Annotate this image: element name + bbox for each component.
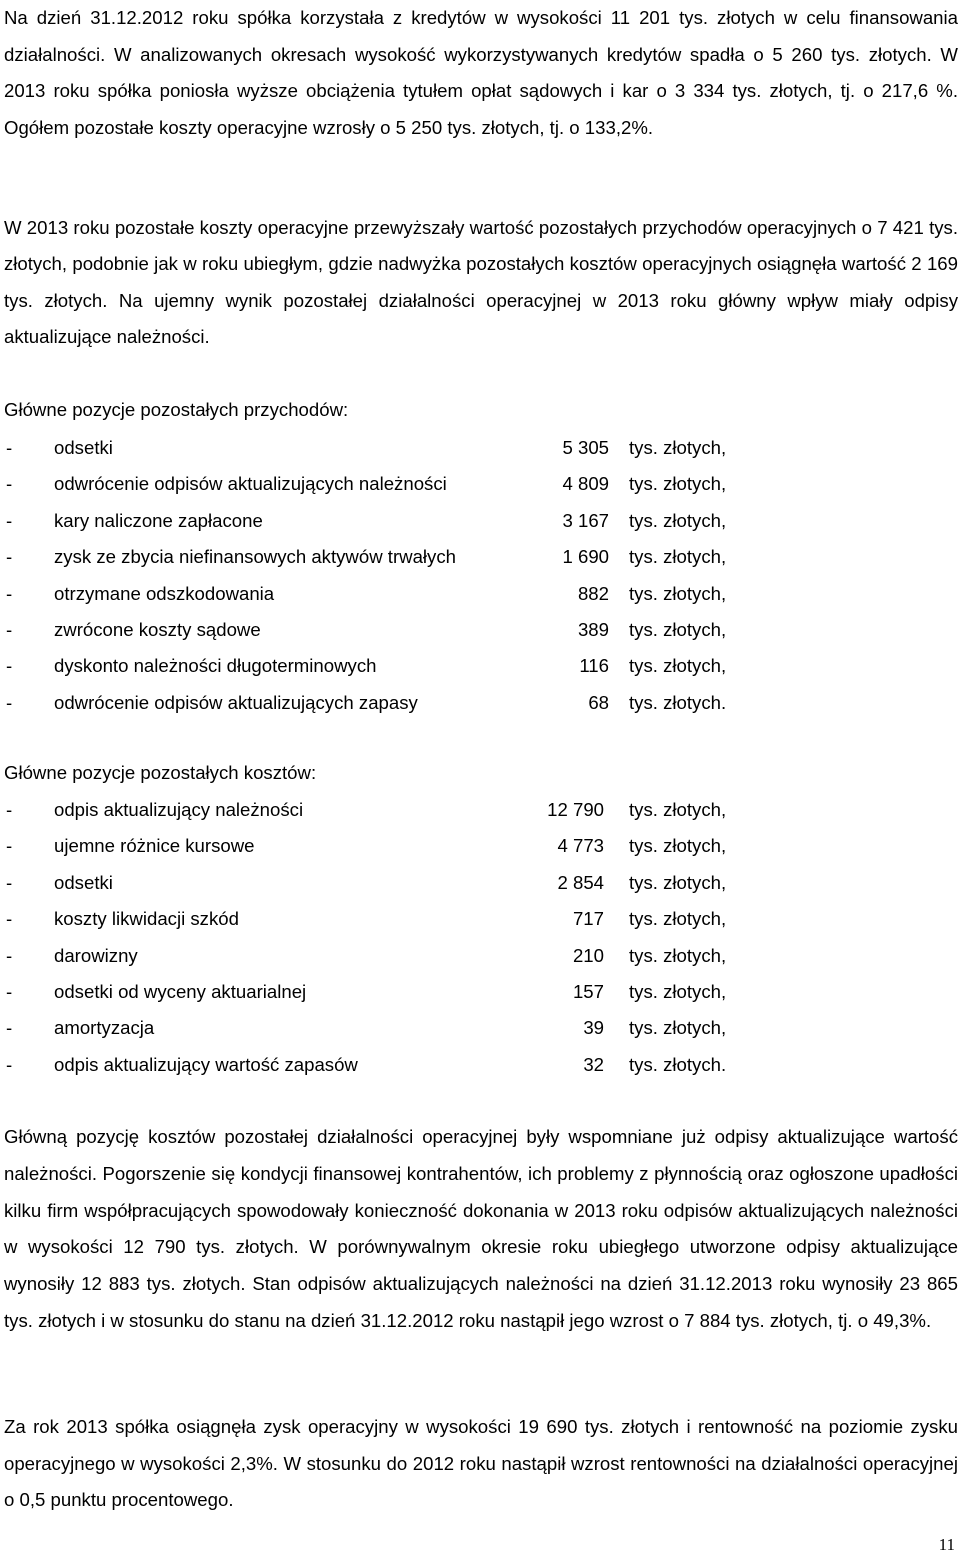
item-value: 68 xyxy=(588,691,609,713)
item-unit: tys. złotych, xyxy=(629,980,727,1002)
item-unit: tys. złotych, xyxy=(629,1017,727,1039)
list-bullet: - xyxy=(6,473,13,495)
item-label: odwrócenie odpisów aktualizujących zapasy xyxy=(54,691,418,713)
item-unit: tys. złotych, xyxy=(629,437,727,458)
item-value: 116 xyxy=(579,655,609,677)
item-unit: tys. złotych, xyxy=(629,799,727,820)
list-item xyxy=(4,938,804,974)
item-value: 3 167 xyxy=(562,509,609,531)
item-unit: tys. złotych. xyxy=(629,691,727,713)
item-label: dyskonto należności długoterminowych xyxy=(54,655,377,677)
item-value: 32 xyxy=(583,1053,604,1075)
list-bullet: - xyxy=(6,437,13,458)
item-label: kary naliczone zapłacone xyxy=(54,509,263,531)
item-value: 882 xyxy=(577,582,609,604)
list-item xyxy=(4,865,804,901)
list-item xyxy=(4,1047,804,1083)
list-item xyxy=(4,430,804,466)
list-item xyxy=(4,648,804,684)
list-bullet: - xyxy=(6,980,13,1002)
list-bullet: - xyxy=(6,799,13,820)
item-unit: tys. złotych, xyxy=(629,944,727,966)
costs-list xyxy=(4,792,804,1083)
item-unit: tys. złotych, xyxy=(629,871,727,893)
item-unit: tys. złotych, xyxy=(629,509,727,531)
item-unit: tys. złotych, xyxy=(629,618,727,640)
item-unit: tys. złotych, xyxy=(629,582,727,604)
list-bullet: - xyxy=(6,944,13,966)
list-item xyxy=(4,539,804,575)
paragraph-credits: Na dzień 31.12.2012 roku spółka korzystała z kredytów w wysokości 11 201 tys. złotych w celu finansowania działalności. W analizowanych okresach wysokość wykorzystywanych kredytów spadła o 5 260 tys. złotych. W 2013 roku spółka poniosła wyższe obciążenia tytułem opłat sądowych i kar o 3 334 tys. złotych, tj. o 217,6 %. Ogółem pozostałe koszty operacyjne wzrosły o 5 250 tys. złotych, tj. o 133,2%. xyxy=(4,7,958,138)
item-label: zwrócone koszty sądowe xyxy=(54,618,261,640)
item-label: odwrócenie odpisów aktualizujących należności xyxy=(54,473,447,495)
list-bullet: - xyxy=(6,835,13,857)
item-value: 2 854 xyxy=(557,871,604,893)
list-bullet: - xyxy=(6,908,13,930)
item-label: otrzymane odszkodowania xyxy=(54,582,275,604)
list-item xyxy=(4,466,804,502)
list-bullet: - xyxy=(6,655,13,677)
item-value: 4 773 xyxy=(557,835,604,857)
list-item xyxy=(4,828,804,864)
list-item xyxy=(4,503,804,539)
list-item xyxy=(4,1010,804,1046)
item-value: 5 305 xyxy=(562,437,609,458)
item-value: 4 809 xyxy=(562,473,609,495)
list-bullet: - xyxy=(6,1017,13,1039)
list-item xyxy=(4,576,804,612)
item-label: odpis aktualizujący należności xyxy=(54,799,304,820)
paragraph-write-downs: Główną pozycję kosztów pozostałej działalności operacyjnej były wspomniane już odpisy aktualizujące wartość należności. Pogorszenie się kondycji finansowej kontrahentów, ich problemy z płynnością oraz ogłoszone upadłości kilku firm współpracujących spowodowały konieczność dokonania w 2013 roku odpisów aktualizujących należności w wysokości 12 790 tys. złotych. W porównywalnym okresie roku ubiegłego utworzone odpisy aktualizujące wynosiły 12 883 tys. złotych. Stan odpisów aktualizujących należności na dzień 31.12.2013 roku wynosiły 23 865 tys. złotych i w stosunku do stanu na dzień 31.12.2012 roku nastąpił jego wzrost o 7 884 tys. złotych, tj. o 49,3%. xyxy=(4,1126,958,1331)
item-label: ujemne różnice kursowe xyxy=(54,835,255,857)
item-value: 157 xyxy=(572,980,604,1002)
item-value: 210 xyxy=(572,944,604,966)
item-unit: tys. złotych, xyxy=(629,546,727,568)
item-label: koszty likwidacji szkód xyxy=(54,908,239,930)
item-value: 1 690 xyxy=(562,546,609,568)
item-label: odsetki od wyceny aktuarialnej xyxy=(54,980,307,1002)
item-unit: tys. złotych, xyxy=(629,473,727,495)
item-unit: tys. złotych, xyxy=(629,835,727,857)
list-bullet: - xyxy=(6,618,13,640)
income-list xyxy=(4,430,804,721)
item-label: darowizny xyxy=(54,944,138,966)
list-item xyxy=(4,901,804,937)
item-unit: tys. złotych, xyxy=(629,908,727,930)
item-value: 389 xyxy=(577,618,609,640)
costs-heading: Główne pozycje pozostałych kosztów: xyxy=(4,762,317,783)
list-bullet: - xyxy=(6,509,13,531)
list-bullet: - xyxy=(6,582,13,604)
paragraph-operating-profit: Za rok 2013 spółka osiągnęła zysk operacyjny w wysokości 19 690 tys. złotych i rentowność na poziomie zysku operacyjnego w wysokości 2,3%. W stosunku do 2012 roku nastąpił wzrost rentowności na działalności operacyjnej o 0,5 punktu procentowego. xyxy=(4,1416,958,1511)
list-bullet: - xyxy=(6,871,13,893)
item-label: odsetki xyxy=(54,871,113,893)
list-item xyxy=(4,685,804,721)
item-value: 12 790 xyxy=(547,799,604,820)
list-item xyxy=(4,974,804,1010)
item-label: odsetki xyxy=(54,437,113,458)
item-value: 717 xyxy=(572,908,604,930)
page-number: 11 xyxy=(938,1535,955,1554)
list-bullet: - xyxy=(6,691,13,713)
item-value: 39 xyxy=(583,1017,604,1039)
item-label: zysk ze zbycia niefinansowych aktywów trwałych xyxy=(54,546,456,568)
list-item xyxy=(4,612,804,648)
item-label: odpis aktualizujący wartość zapasów xyxy=(54,1053,358,1075)
item-unit: tys. złotych. xyxy=(629,1053,727,1075)
list-bullet: - xyxy=(6,1053,13,1075)
item-label: amortyzacja xyxy=(54,1017,155,1039)
list-item xyxy=(4,792,804,828)
paragraph-operating-costs: W 2013 roku pozostałe koszty operacyjne przewyższały wartość pozostałych przychodów operacyjnych o 7 421 tys. złotych, podobnie jak w roku ubiegłym, gdzie nadwyżka pozostałych kosztów operacyjnych osiągnęła wartość 2 169 tys. złotych. Na ujemny wynik pozostałej działalności operacyjnej w 2013 roku główny wpływ miały odpisy aktualizujące należności. xyxy=(4,217,958,348)
income-heading: Główne pozycje pozostałych przychodów: xyxy=(4,399,349,420)
item-unit: tys. złotych, xyxy=(629,655,727,677)
list-bullet: - xyxy=(6,546,13,568)
